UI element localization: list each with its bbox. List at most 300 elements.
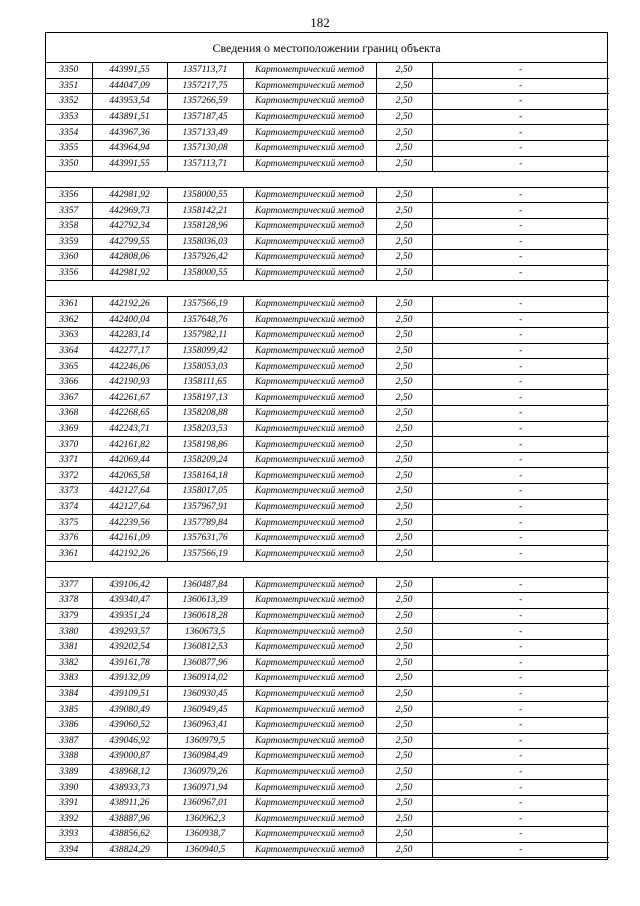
method-cell: Картометрический метод: [243, 702, 376, 718]
y-coordinate-cell: 1360979,26: [167, 764, 243, 780]
method-cell: Картометрический метод: [243, 780, 376, 796]
x-coordinate-cell: 442277,17: [92, 343, 167, 359]
accuracy-cell: 2,50: [376, 265, 432, 281]
point-number-cell: 3387: [46, 733, 92, 749]
description-cell: -: [432, 452, 609, 468]
table-row: [46, 421, 609, 437]
table-row: [46, 717, 609, 733]
description-cell: -: [432, 203, 609, 219]
y-coordinate-cell: 1357926,42: [167, 250, 243, 266]
accuracy-cell: 2,50: [376, 187, 432, 203]
description-cell: -: [432, 795, 609, 811]
description-cell: -: [432, 312, 609, 328]
y-coordinate-cell: 1360962,3: [167, 811, 243, 827]
x-coordinate-cell: 442261,67: [92, 390, 167, 406]
accuracy-cell: 2,50: [376, 593, 432, 609]
table-row: [46, 639, 609, 655]
method-cell: Картометрический метод: [243, 94, 376, 110]
table-row: [46, 203, 609, 219]
point-number-cell: 3380: [46, 624, 92, 640]
table-row: [46, 156, 609, 172]
x-coordinate-cell: 439293,57: [92, 624, 167, 640]
y-coordinate-cell: 1358053,03: [167, 359, 243, 375]
point-number-cell: 3386: [46, 717, 92, 733]
table-row: [46, 359, 609, 375]
point-number-cell: 3364: [46, 343, 92, 359]
y-coordinate-cell: 1358000,55: [167, 265, 243, 281]
y-coordinate-cell: 1357967,91: [167, 499, 243, 515]
point-number-cell: 3354: [46, 125, 92, 141]
table-row: [46, 842, 609, 858]
method-cell: Картометрический метод: [243, 218, 376, 234]
x-coordinate-cell: 442792,34: [92, 218, 167, 234]
point-number-cell: 3358: [46, 218, 92, 234]
point-number-cell: 3370: [46, 437, 92, 453]
point-number-cell: 3384: [46, 686, 92, 702]
point-number-cell: 3388: [46, 749, 92, 765]
y-coordinate-cell: 1357631,76: [167, 530, 243, 546]
table-row: [46, 655, 609, 671]
point-number-cell: 3350: [46, 156, 92, 172]
description-cell: -: [432, 608, 609, 624]
accuracy-cell: 2,50: [376, 842, 432, 858]
point-number-cell: 3393: [46, 827, 92, 843]
accuracy-cell: 2,50: [376, 671, 432, 687]
point-number-cell: 3367: [46, 390, 92, 406]
group-separator-cell: [46, 562, 609, 578]
coordinates-table-body: [46, 63, 609, 858]
accuracy-cell: 2,50: [376, 795, 432, 811]
accuracy-cell: 2,50: [376, 250, 432, 266]
point-number-cell: 3361: [46, 546, 92, 562]
method-cell: Картометрический метод: [243, 593, 376, 609]
accuracy-cell: 2,50: [376, 203, 432, 219]
accuracy-cell: 2,50: [376, 63, 432, 78]
table-row: [46, 78, 609, 94]
y-coordinate-cell: 1358203,53: [167, 421, 243, 437]
point-number-cell: 3363: [46, 328, 92, 344]
description-cell: -: [432, 468, 609, 484]
description-cell: -: [432, 546, 609, 562]
coordinates-sheet: [45, 32, 608, 860]
accuracy-cell: 2,50: [376, 686, 432, 702]
y-coordinate-cell: 1357648,76: [167, 312, 243, 328]
method-cell: Картометрический метод: [243, 811, 376, 827]
y-coordinate-cell: 1360487,84: [167, 577, 243, 593]
point-number-cell: 3372: [46, 468, 92, 484]
method-cell: Картометрический метод: [243, 624, 376, 640]
accuracy-cell: 2,50: [376, 390, 432, 406]
description-cell: -: [432, 109, 609, 125]
table-row: [46, 577, 609, 593]
accuracy-cell: 2,50: [376, 359, 432, 375]
table-row: [46, 109, 609, 125]
accuracy-cell: 2,50: [376, 328, 432, 344]
table-row: [46, 250, 609, 266]
table-row: [46, 608, 609, 624]
point-number-cell: 3382: [46, 655, 92, 671]
y-coordinate-cell: 1357566,19: [167, 296, 243, 312]
x-coordinate-cell: 439080,49: [92, 702, 167, 718]
table-row: [46, 312, 609, 328]
table-row: [46, 499, 609, 515]
y-coordinate-cell: 1360673,5: [167, 624, 243, 640]
method-cell: Картометрический метод: [243, 842, 376, 858]
point-number-cell: 3377: [46, 577, 92, 593]
table-row: [46, 437, 609, 453]
accuracy-cell: 2,50: [376, 733, 432, 749]
accuracy-cell: 2,50: [376, 94, 432, 110]
method-cell: Картометрический метод: [243, 686, 376, 702]
table-row: [46, 187, 609, 203]
method-cell: Картометрический метод: [243, 187, 376, 203]
table-row: [46, 733, 609, 749]
group-separator-cell: [46, 281, 609, 297]
group-separator-row: [46, 562, 609, 578]
point-number-cell: 3350: [46, 63, 92, 78]
accuracy-cell: 2,50: [376, 608, 432, 624]
description-cell: -: [432, 811, 609, 827]
method-cell: Картометрический метод: [243, 655, 376, 671]
point-number-cell: 3361: [46, 296, 92, 312]
y-coordinate-cell: 1357266,59: [167, 94, 243, 110]
y-coordinate-cell: 1357113,71: [167, 156, 243, 172]
description-cell: -: [432, 265, 609, 281]
description-cell: -: [432, 515, 609, 531]
method-cell: Картометрический метод: [243, 452, 376, 468]
y-coordinate-cell: 1360877,96: [167, 655, 243, 671]
table-row: [46, 406, 609, 422]
accuracy-cell: 2,50: [376, 702, 432, 718]
description-cell: -: [432, 78, 609, 94]
x-coordinate-cell: 442243,71: [92, 421, 167, 437]
point-number-cell: 3359: [46, 234, 92, 250]
y-coordinate-cell: 1358128,96: [167, 218, 243, 234]
description-cell: -: [432, 125, 609, 141]
point-number-cell: 3391: [46, 795, 92, 811]
description-cell: -: [432, 655, 609, 671]
description-cell: -: [432, 842, 609, 858]
method-cell: Картометрический метод: [243, 421, 376, 437]
table-row: [46, 749, 609, 765]
y-coordinate-cell: 1358111,65: [167, 374, 243, 390]
table-row: [46, 140, 609, 156]
accuracy-cell: 2,50: [376, 530, 432, 546]
table-row: [46, 702, 609, 718]
accuracy-cell: 2,50: [376, 655, 432, 671]
accuracy-cell: 2,50: [376, 140, 432, 156]
x-coordinate-cell: 442127,64: [92, 484, 167, 500]
method-cell: Картометрический метод: [243, 63, 376, 78]
table-row: [46, 218, 609, 234]
method-cell: Картометрический метод: [243, 140, 376, 156]
method-cell: Картометрический метод: [243, 203, 376, 219]
table-row: [46, 764, 609, 780]
method-cell: Картометрический метод: [243, 795, 376, 811]
method-cell: Картометрический метод: [243, 343, 376, 359]
accuracy-cell: 2,50: [376, 749, 432, 765]
description-cell: -: [432, 717, 609, 733]
method-cell: Картометрический метод: [243, 390, 376, 406]
x-coordinate-cell: 439351,24: [92, 608, 167, 624]
description-cell: -: [432, 593, 609, 609]
description-cell: -: [432, 250, 609, 266]
table-row: [46, 546, 609, 562]
description-cell: -: [432, 156, 609, 172]
coordinates-table: [46, 63, 609, 858]
point-number-cell: 3352: [46, 94, 92, 110]
table-row: [46, 515, 609, 531]
table-row: [46, 530, 609, 546]
description-cell: -: [432, 749, 609, 765]
accuracy-cell: 2,50: [376, 437, 432, 453]
method-cell: Картометрический метод: [243, 250, 376, 266]
x-coordinate-cell: 442065,58: [92, 468, 167, 484]
x-coordinate-cell: 438968,12: [92, 764, 167, 780]
y-coordinate-cell: 1360613,39: [167, 593, 243, 609]
table-row: [46, 686, 609, 702]
point-number-cell: 3389: [46, 764, 92, 780]
point-number-cell: 3374: [46, 499, 92, 515]
y-coordinate-cell: 1360967,01: [167, 795, 243, 811]
method-cell: Картометрический метод: [243, 530, 376, 546]
method-cell: Картометрический метод: [243, 546, 376, 562]
x-coordinate-cell: 439161,78: [92, 655, 167, 671]
x-coordinate-cell: 442246,06: [92, 359, 167, 375]
description-cell: -: [432, 624, 609, 640]
point-number-cell: 3362: [46, 312, 92, 328]
accuracy-cell: 2,50: [376, 624, 432, 640]
x-coordinate-cell: 438856,62: [92, 827, 167, 843]
table-row: [46, 795, 609, 811]
x-coordinate-cell: 442192,26: [92, 296, 167, 312]
accuracy-cell: 2,50: [376, 499, 432, 515]
x-coordinate-cell: 442069,44: [92, 452, 167, 468]
method-cell: Картометрический метод: [243, 484, 376, 500]
table-row: [46, 234, 609, 250]
y-coordinate-cell: 1360938,7: [167, 827, 243, 843]
x-coordinate-cell: 439046,92: [92, 733, 167, 749]
method-cell: Картометрический метод: [243, 749, 376, 765]
description-cell: -: [432, 639, 609, 655]
x-coordinate-cell: 438933,73: [92, 780, 167, 796]
group-separator-cell: [46, 172, 609, 188]
description-cell: -: [432, 328, 609, 344]
table-row: [46, 811, 609, 827]
method-cell: Картометрический метод: [243, 608, 376, 624]
point-number-cell: 3366: [46, 374, 92, 390]
accuracy-cell: 2,50: [376, 296, 432, 312]
method-cell: Картометрический метод: [243, 717, 376, 733]
accuracy-cell: 2,50: [376, 218, 432, 234]
accuracy-cell: 2,50: [376, 374, 432, 390]
accuracy-cell: 2,50: [376, 484, 432, 500]
description-cell: -: [432, 406, 609, 422]
point-number-cell: 3371: [46, 452, 92, 468]
point-number-cell: 3365: [46, 359, 92, 375]
table-row: [46, 671, 609, 687]
method-cell: Картометрический метод: [243, 406, 376, 422]
y-coordinate-cell: 1357187,45: [167, 109, 243, 125]
x-coordinate-cell: 443964,94: [92, 140, 167, 156]
description-cell: -: [432, 577, 609, 593]
point-number-cell: 3375: [46, 515, 92, 531]
x-coordinate-cell: 439340,47: [92, 593, 167, 609]
point-number-cell: 3378: [46, 593, 92, 609]
method-cell: Картометрический метод: [243, 296, 376, 312]
point-number-cell: 3369: [46, 421, 92, 437]
method-cell: Картометрический метод: [243, 437, 376, 453]
x-coordinate-cell: 443967,36: [92, 125, 167, 141]
description-cell: -: [432, 218, 609, 234]
x-coordinate-cell: 442161,09: [92, 530, 167, 546]
x-coordinate-cell: 442400,04: [92, 312, 167, 328]
table-row: [46, 63, 609, 78]
description-cell: -: [432, 484, 609, 500]
description-cell: -: [432, 140, 609, 156]
method-cell: Картометрический метод: [243, 733, 376, 749]
accuracy-cell: 2,50: [376, 577, 432, 593]
x-coordinate-cell: 439109,51: [92, 686, 167, 702]
description-cell: -: [432, 827, 609, 843]
method-cell: Картометрический метод: [243, 827, 376, 843]
y-coordinate-cell: 1360979,5: [167, 733, 243, 749]
point-number-cell: 3356: [46, 265, 92, 281]
point-number-cell: 3390: [46, 780, 92, 796]
page-number: 182: [310, 15, 330, 30]
method-cell: Картометрический метод: [243, 312, 376, 328]
y-coordinate-cell: 1357217,75: [167, 78, 243, 94]
description-cell: -: [432, 780, 609, 796]
table-row: [46, 125, 609, 141]
accuracy-cell: 2,50: [376, 421, 432, 437]
table-row: [46, 484, 609, 500]
x-coordinate-cell: 444047,09: [92, 78, 167, 94]
section-title: Сведения о местоположении границ объекта: [46, 33, 607, 63]
point-number-cell: 3351: [46, 78, 92, 94]
x-coordinate-cell: 439000,87: [92, 749, 167, 765]
method-cell: Картометрический метод: [243, 639, 376, 655]
description-cell: -: [432, 94, 609, 110]
y-coordinate-cell: 1360984,49: [167, 749, 243, 765]
x-coordinate-cell: 442799,55: [92, 234, 167, 250]
method-cell: Картометрический метод: [243, 359, 376, 375]
table-row: [46, 452, 609, 468]
x-coordinate-cell: 439202,54: [92, 639, 167, 655]
y-coordinate-cell: 1360812,53: [167, 639, 243, 655]
method-cell: Картометрический метод: [243, 374, 376, 390]
y-coordinate-cell: 1358142,21: [167, 203, 243, 219]
accuracy-cell: 2,50: [376, 452, 432, 468]
table-row: [46, 780, 609, 796]
accuracy-cell: 2,50: [376, 234, 432, 250]
description-cell: -: [432, 374, 609, 390]
y-coordinate-cell: 1360963,41: [167, 717, 243, 733]
y-coordinate-cell: 1360971,94: [167, 780, 243, 796]
description-cell: -: [432, 359, 609, 375]
point-number-cell: 3368: [46, 406, 92, 422]
y-coordinate-cell: 1358017,05: [167, 484, 243, 500]
method-cell: Картометрический метод: [243, 671, 376, 687]
group-separator-row: [46, 281, 609, 297]
x-coordinate-cell: 439060,52: [92, 717, 167, 733]
y-coordinate-cell: 1360914,02: [167, 671, 243, 687]
method-cell: Картометрический метод: [243, 156, 376, 172]
method-cell: Картометрический метод: [243, 499, 376, 515]
accuracy-cell: 2,50: [376, 811, 432, 827]
table-row: [46, 265, 609, 281]
accuracy-cell: 2,50: [376, 717, 432, 733]
y-coordinate-cell: 1358000,55: [167, 187, 243, 203]
point-number-cell: 3373: [46, 484, 92, 500]
x-coordinate-cell: 439132,09: [92, 671, 167, 687]
y-coordinate-cell: 1358036,03: [167, 234, 243, 250]
x-coordinate-cell: 442161,82: [92, 437, 167, 453]
y-coordinate-cell: 1357789,84: [167, 515, 243, 531]
y-coordinate-cell: 1357113,71: [167, 63, 243, 78]
x-coordinate-cell: 439106,42: [92, 577, 167, 593]
table-row: [46, 94, 609, 110]
x-coordinate-cell: 442283,14: [92, 328, 167, 344]
method-cell: Картометрический метод: [243, 234, 376, 250]
method-cell: Картометрический метод: [243, 125, 376, 141]
accuracy-cell: 2,50: [376, 109, 432, 125]
y-coordinate-cell: 1358208,88: [167, 406, 243, 422]
y-coordinate-cell: 1360930,45: [167, 686, 243, 702]
y-coordinate-cell: 1358197,13: [167, 390, 243, 406]
method-cell: Картометрический метод: [243, 577, 376, 593]
method-cell: Картометрический метод: [243, 468, 376, 484]
x-coordinate-cell: 442981,92: [92, 265, 167, 281]
point-number-cell: 3392: [46, 811, 92, 827]
point-number-cell: 3381: [46, 639, 92, 655]
point-number-cell: 3385: [46, 702, 92, 718]
description-cell: -: [432, 702, 609, 718]
table-row: [46, 374, 609, 390]
method-cell: Картометрический метод: [243, 78, 376, 94]
description-cell: -: [432, 530, 609, 546]
method-cell: Картометрический метод: [243, 515, 376, 531]
y-coordinate-cell: 1360949,45: [167, 702, 243, 718]
point-number-cell: 3376: [46, 530, 92, 546]
table-row: [46, 390, 609, 406]
y-coordinate-cell: 1357130,08: [167, 140, 243, 156]
table-row: [46, 296, 609, 312]
x-coordinate-cell: 438824,29: [92, 842, 167, 858]
point-number-cell: 3379: [46, 608, 92, 624]
description-cell: -: [432, 63, 609, 78]
point-number-cell: 3394: [46, 842, 92, 858]
table-row: [46, 593, 609, 609]
point-number-cell: 3353: [46, 109, 92, 125]
y-coordinate-cell: 1358099,42: [167, 343, 243, 359]
accuracy-cell: 2,50: [376, 515, 432, 531]
y-coordinate-cell: 1360618,28: [167, 608, 243, 624]
table-row: [46, 827, 609, 843]
point-number-cell: 3355: [46, 140, 92, 156]
accuracy-cell: 2,50: [376, 125, 432, 141]
accuracy-cell: 2,50: [376, 546, 432, 562]
x-coordinate-cell: 438887,96: [92, 811, 167, 827]
y-coordinate-cell: 1358209,24: [167, 452, 243, 468]
y-coordinate-cell: 1357133,49: [167, 125, 243, 141]
y-coordinate-cell: 1357982,11: [167, 328, 243, 344]
x-coordinate-cell: 442192,26: [92, 546, 167, 562]
table-row: [46, 343, 609, 359]
description-cell: -: [432, 437, 609, 453]
x-coordinate-cell: 442268,65: [92, 406, 167, 422]
x-coordinate-cell: 442127,64: [92, 499, 167, 515]
